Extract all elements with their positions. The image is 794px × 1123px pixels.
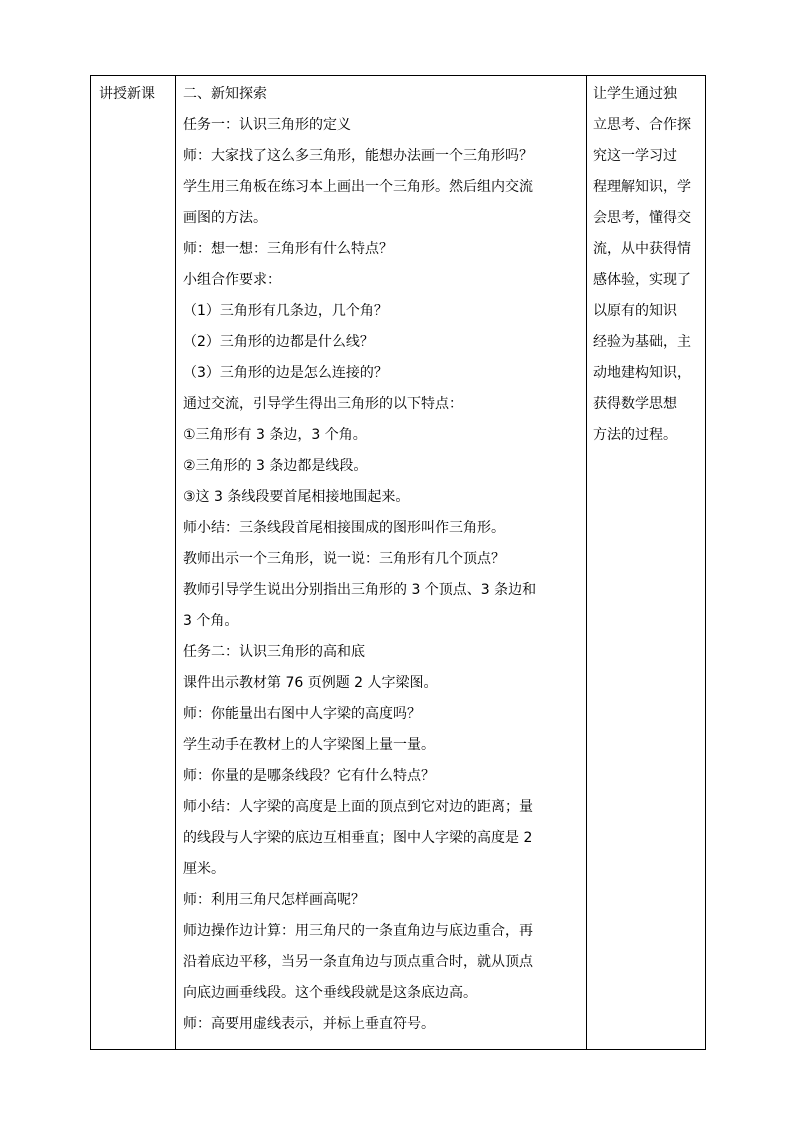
content-line: 通过交流，引导学生得出三角形的以下特点： [183,396,463,412]
content-lines [176,76,586,1040]
content-line: 3 个角。 [183,613,239,629]
content-line: 教师出示一个三角形，说一说：三角形有几个顶点？ [183,551,505,567]
content-line: 师：你能量出右图中人字梁的高度吗？ [183,706,421,722]
content-line: 师小结：人字梁的高度是上面的顶点到它对边的距离；量 [183,799,533,815]
content-line: 的线段与人字梁的底边互相垂直；图中人字梁的高度是 2 [183,830,533,846]
content-line: ①三角形有 3 条边，3 个角。 [183,427,367,443]
purpose-line: 感体验，实现了 [593,272,691,288]
content-line: 师：利用三角尺怎样画高呢？ [183,892,365,908]
content-line: （1）三角形有几条边，几个角？ [183,303,388,319]
content-line: 学生用三角板在练习本上画出一个三角形。然后组内交流 [183,179,533,195]
purpose-line: 经验为基础，主 [593,334,691,350]
purpose-cell [587,76,706,1050]
content-line: ②三角形的 3 条边都是线段。 [183,458,368,474]
content-line: 师：你量的是哪条线段？它有什么特点？ [183,768,435,784]
table-row [91,76,706,1050]
content-line: 向底边画垂线段。这个垂线段就是这条底边高。 [183,985,477,1001]
content-line: 任务二：认识三角形的高和底 [183,644,365,660]
content-line: 师边操作边计算：用三角尺的一条直角边与底边重合，再 [183,923,533,939]
section-cell [91,76,176,1050]
purpose-line: 以原有的知识 [593,303,677,319]
content-line: （3）三角形的边是怎么连接的？ [183,365,388,381]
lesson-plan-table [90,75,706,1050]
purpose-line: 让学生通过独 [593,86,677,102]
purpose-line: 获得数学思想 [593,396,677,412]
content-line: 课件出示教材第 76 页例题 2 人字梁图。 [183,675,438,691]
content-line: 师：想一想：三角形有什么特点？ [183,241,393,257]
section-label: 讲授新课 [99,86,155,102]
purpose-line: 究这一学习过 [593,148,677,164]
content-line: 师：大家找了这么多三角形，能想办法画一个三角形吗？ [183,148,533,164]
purpose-line: 动地建构知识， [593,365,691,381]
content-line: 二、新知探索 [183,86,267,102]
purpose-lines [587,76,705,451]
purpose-line: 流，从中获得情 [593,241,691,257]
content-line: 师小结：三条线段首尾相接围成的图形叫作三角形。 [183,520,505,536]
content-line: 小组合作要求： [183,272,281,288]
content-cell [176,76,587,1050]
purpose-line: 会思考，懂得交 [593,210,691,226]
content-line: 师：高要用虚线表示，并标上垂直符号。 [183,1016,435,1032]
content-line: 厘米。 [183,861,225,877]
content-line: 画图的方法。 [183,210,267,226]
purpose-line: 方法的过程。 [593,427,677,443]
content-line: （2）三角形的边都是什么线？ [183,334,374,350]
content-line: 教师引导学生说出分别指出三角形的 3 个顶点、3 条边和 [183,582,537,598]
content-line: 沿着底边平移，当另一条直角边与顶点重合时，就从顶点 [183,954,533,970]
content-line: 任务一：认识三角形的定义 [183,117,351,133]
content-line: 学生动手在教材上的人字梁图上量一量。 [183,737,435,753]
content-line: ③这 3 条线段要首尾相接地围起来。 [183,489,410,505]
purpose-line: 程理解知识，学 [593,179,691,195]
purpose-line: 立思考、合作探 [593,117,691,133]
